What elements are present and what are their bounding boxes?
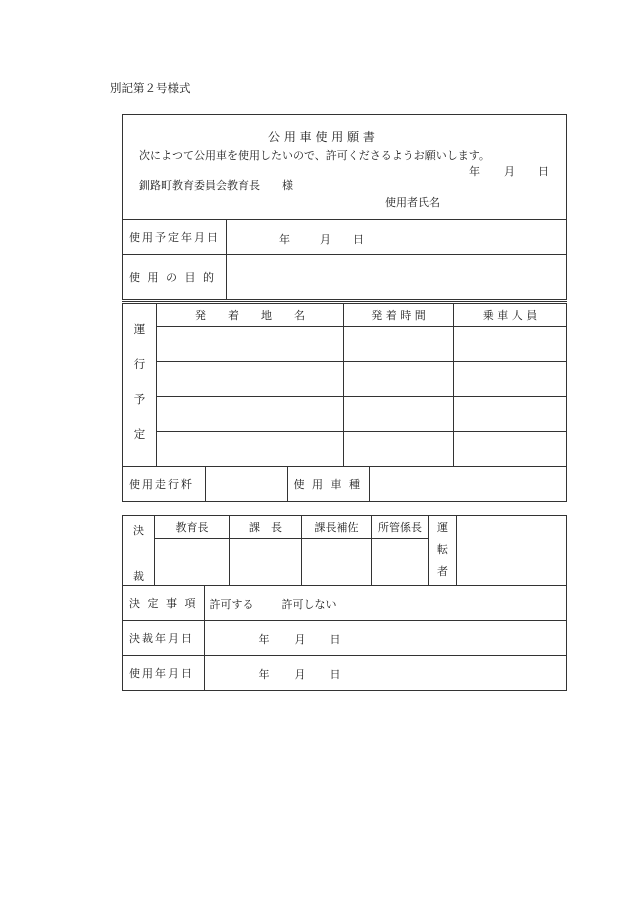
- application-header-table: [122, 114, 567, 300]
- passengers-cell[interactable]: [454, 327, 567, 362]
- usage-date-field[interactable]: [227, 220, 567, 255]
- permit-option[interactable]: 許可する: [209, 598, 254, 611]
- driver-char: 転: [437, 543, 448, 556]
- use-date-month: 月: [294, 668, 306, 681]
- approval-side-label: [123, 516, 155, 586]
- date-year: 年: [469, 165, 480, 178]
- date-month: 月: [504, 165, 515, 178]
- approval-date-year: 年: [258, 633, 270, 646]
- decision-field: [204, 586, 567, 621]
- table-row: [123, 327, 567, 362]
- approval-date-month: 月: [294, 633, 306, 646]
- schedule-side-label: [123, 303, 157, 467]
- side-char: 予: [133, 392, 146, 406]
- route-cell[interactable]: [157, 432, 344, 467]
- passengers-cell[interactable]: [454, 397, 567, 432]
- time-cell[interactable]: [344, 397, 454, 432]
- vehicle-label: 使 用 車 種: [287, 467, 369, 501]
- usage-date-day: 日: [353, 233, 364, 246]
- passengers-cell[interactable]: [454, 362, 567, 397]
- side-char: 定: [133, 427, 146, 441]
- use-date-field[interactable]: [204, 656, 567, 691]
- date-day: 日: [538, 165, 549, 178]
- deputy-chief-stamp-box[interactable]: [302, 539, 372, 586]
- passengers-cell[interactable]: [454, 432, 567, 467]
- distance-field[interactable]: [205, 467, 287, 501]
- column-header-time: 発 着 時 間: [344, 303, 454, 327]
- purpose-label: 使 用 の 目 的: [123, 255, 227, 300]
- usage-date-month: 月: [320, 233, 331, 246]
- distance-label: 使用走行粁: [123, 467, 205, 501]
- route-cell[interactable]: [157, 397, 344, 432]
- side-char: 運: [133, 322, 146, 336]
- column-header-route: 発 着 地 名: [157, 303, 344, 327]
- section-chief-stamp-box[interactable]: [230, 539, 302, 586]
- use-date-year: 年: [258, 668, 270, 681]
- form-id: 別記第２号様式: [110, 81, 191, 95]
- section-head-stamp-box[interactable]: [372, 539, 429, 586]
- form-title: 公 用 車 使 用 願 書: [268, 130, 375, 144]
- route-cell[interactable]: [157, 327, 344, 362]
- time-cell[interactable]: [344, 432, 454, 467]
- decision-rows: [123, 586, 567, 691]
- distance-vehicle-row: [123, 467, 567, 502]
- column-header-section-chief: 課 長: [230, 516, 302, 539]
- request-text: 次によつて公用車を使用したいので、許可くださるようお願いします。: [139, 149, 490, 162]
- approval-date-day: 日: [329, 633, 341, 646]
- superintendent-stamp-box[interactable]: [155, 539, 230, 586]
- time-cell[interactable]: [344, 362, 454, 397]
- side-char: 行: [133, 357, 146, 371]
- header-cell: [123, 115, 567, 220]
- driver-field[interactable]: [457, 516, 567, 586]
- route-cell[interactable]: [157, 362, 344, 397]
- column-header-deputy-chief: 課長補佐: [302, 516, 372, 539]
- deny-option[interactable]: 許可しない: [281, 598, 337, 611]
- table-row: [123, 397, 567, 432]
- driver-char: 者: [437, 565, 448, 578]
- table-row: [123, 432, 567, 467]
- driver-char: 運: [437, 521, 448, 534]
- approval-date-field[interactable]: [204, 621, 567, 656]
- column-header-passengers: 乗 車 人 員: [454, 303, 567, 327]
- addressee: 釧路町教育委員会教育長 様: [139, 179, 293, 192]
- driver-label: [429, 516, 457, 586]
- schedule-table: [122, 301, 567, 502]
- table-row: [123, 362, 567, 397]
- use-date-label: 使用年月日: [123, 656, 204, 691]
- decision-table: [123, 586, 567, 690]
- use-date-day: 日: [329, 668, 341, 681]
- approval-table: [122, 515, 567, 691]
- distance-vehicle-table: [123, 467, 567, 501]
- side-char: 決: [133, 524, 144, 537]
- usage-date-year: 年: [279, 233, 290, 246]
- usage-date-label: 使用予定年月日: [123, 220, 227, 255]
- approval-date-label: 決裁年月日: [123, 621, 204, 656]
- decision-label: 決 定 事 項: [123, 586, 204, 621]
- purpose-field[interactable]: [227, 255, 567, 300]
- side-char: 裁: [133, 570, 144, 583]
- applicant-label: 使用者氏名: [385, 196, 440, 209]
- column-header-section-head: 所管係長: [372, 516, 429, 539]
- column-header-superintendent: 教育長: [155, 516, 230, 539]
- vehicle-field[interactable]: [369, 467, 567, 501]
- time-cell[interactable]: [344, 327, 454, 362]
